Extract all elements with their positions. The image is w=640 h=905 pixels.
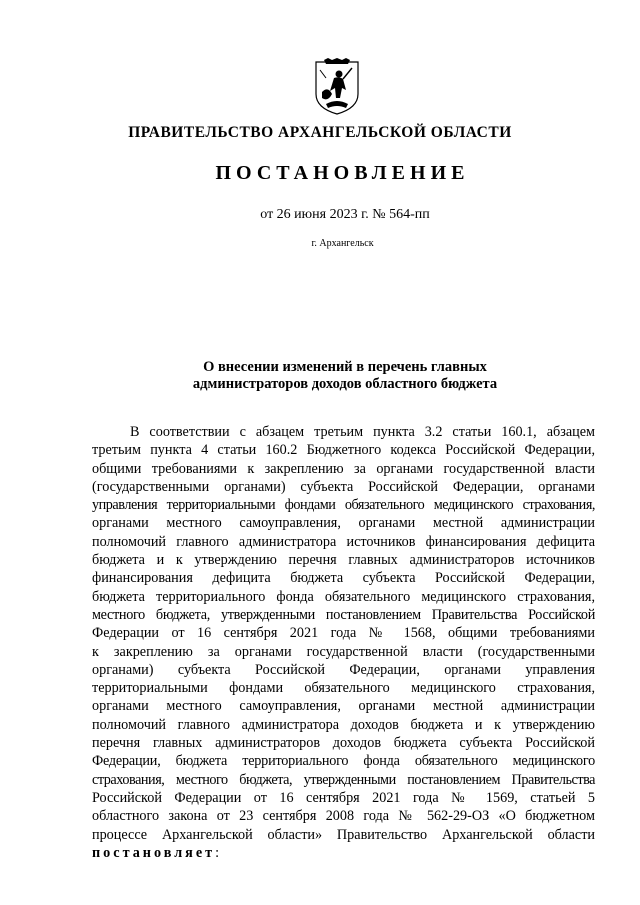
body-line: В соответствии с абзацем третьим пункта 3.2 статьи 160.1, абзацем: [130, 424, 595, 440]
body-line: органами местного самоуправления, органами местной администрации: [92, 698, 595, 715]
body-line: Федерации от 16 сентября 2021 года № 1568, общими требованиями: [92, 625, 595, 642]
body-line-resolves: [92, 844, 595, 862]
title-line: О внесении изменений в перечень главных: [203, 359, 487, 375]
body-line: финансирования дефицита бюджета субъекта Российской Федерации,: [92, 570, 595, 587]
document-body: [92, 423, 595, 862]
document-date-number: от 26 июня 2023 г. № 564-пп: [260, 207, 430, 222]
body-line: (государственными органами) субъекта Российской Федерации, органами: [92, 478, 595, 495]
body-line: перечня главных администраторов доходов бюджета субъекта Российской: [92, 735, 595, 752]
coat-of-arms-emblem: [312, 58, 362, 116]
resolves-colon: :: [215, 844, 220, 861]
resolves-word: постановляет: [92, 844, 216, 861]
body-line: страхования, местного бюджета, утвержденными постановлением Правительства: [92, 771, 595, 788]
body-line: управления территориальными фондами обязательного медицинского страхования,: [92, 497, 595, 514]
body-line: бюджета территориального фонда обязательного медицинского страхования,: [92, 588, 595, 605]
document-city: г. Архангельск: [311, 238, 374, 249]
body-line: общими требованиями к закреплению за органами государственной власти: [92, 460, 595, 477]
organization-name: ПРАВИТЕЛЬСТВО АРХАНГЕЛЬСКОЙ ОБЛАСТИ: [128, 124, 512, 141]
body-line: территориальными фондами обязательного медицинского страхования,: [92, 680, 595, 697]
body-line: процессе Архангельской области» Правительство Архангельской области: [92, 826, 595, 843]
document-type: ПОСТАНОВЛЕНИЕ: [215, 162, 470, 184]
body-line: местного бюджета, утвержденными постановлением Правительства Российской: [92, 606, 595, 623]
body-line: органами) субъекта Российской Федерации, органами управления: [92, 661, 595, 678]
document-title: [120, 359, 570, 393]
body-line: к закреплению за органами государственной власти (государственными: [92, 643, 595, 660]
body-line: органами местного самоуправления, органами местной администрации: [92, 515, 595, 532]
body-line: Федерации, бюджета территориального фонда обязательного медицинского: [92, 753, 595, 770]
body-line: полномочий главного администратора источников финансирования дефицита: [92, 533, 595, 550]
body-line: областного закона от 23 сентября 2008 года № 562-29-ОЗ «О бюджетном: [92, 808, 595, 825]
body-line: Российской Федерации от 16 сентября 2021 года № 1569, статьей 5: [92, 789, 595, 806]
title-line: администраторов доходов областного бюджета: [192, 376, 498, 392]
body-line: полномочий главного администратора доходов бюджета и к утверждению: [92, 716, 595, 733]
body-line: бюджета и к утверждению перечня главных администраторов источников: [92, 552, 595, 569]
body-line: третьим пункта 4 статьи 160.2 Бюджетного кодекса Российской Федерации,: [92, 442, 595, 459]
